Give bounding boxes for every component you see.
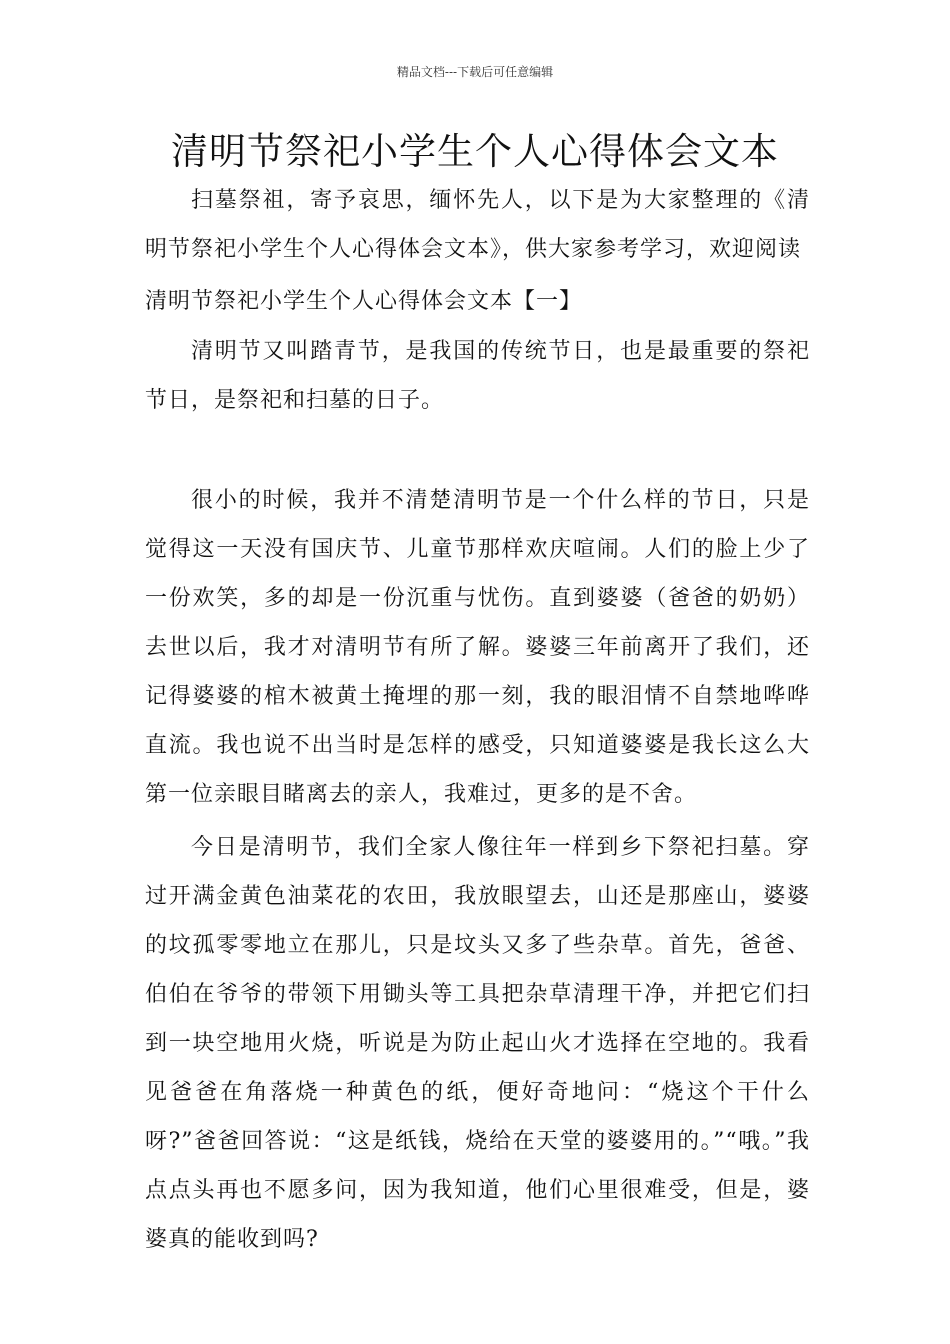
page-header: 精品文档---下载后可任意编辑 (396, 65, 554, 79)
document-title: 清明节祭祀小学生个人心得体会文本 (171, 130, 779, 173)
paragraph-block-1 (145, 327, 810, 425)
body-paragraph: 清明节又叫踏青节，是我国的传统节日，也是最重要的祭祀节日，是祭祀和扫墓的日子。 (145, 339, 810, 413)
section-heading-block (145, 277, 810, 326)
section-heading: 清明节祭祀小学生个人心得体会文本【一】 (145, 289, 583, 314)
body-paragraph: 今日是清明节，我们全家人像往年一样到乡下祭祀扫墓。穿过开满金黄色油菜花的农田，我放眼望去，山还是那座山，婆婆的坟孤零零地立在那儿，只是坟头又多了些杂草。首先，爸爸、伯伯在爷爷的带领下用锄头等工具把杂草清理干净，并把它们扫到一块空地用火烧，听说是为防止起山火才选择在空地的。我看见爸爸在角落烧一种黄色的纸，便好奇地问：“烧这个干什么呀?”爸爸回答说：“这是纸钱，烧给在天堂的婆婆用的。”“哦。”我点点头再也不愿多问，因为我知道，他们心里很难受，但是，婆婆真的能收到吗? (145, 835, 810, 1252)
intro-paragraph: 扫墓祭祖，寄予哀思，缅怀先人，以下是为大家整理的《清明节祭祀小学生个人心得体会文本》，供大家参考学习，欢迎阅读 (145, 188, 810, 262)
body-paragraph: 很小的时候，我并不清楚清明节是一个什么样的节日，只是觉得这一天没有国庆节、儿童节那样欢庆喧闹。人们的脸上少了一份欢笑，多的却是一份沉重与忧伤。直到婆婆（爸爸的奶奶）去世以后，我才对清明节有所了解。婆婆三年前离开了我们，还记得婆婆的棺木被黄土掩埋的那一刻，我的眼泪情不自禁地哗哗直流。我也说不出当时是怎样的感受，只知道婆婆是我长这么大第一位亲眼目睹离去的亲人，我难过，更多的是不舍。 (145, 488, 810, 807)
intro-block (145, 176, 810, 274)
paragraph-block-3 (145, 823, 810, 1264)
paragraph-block-2 (145, 476, 810, 819)
